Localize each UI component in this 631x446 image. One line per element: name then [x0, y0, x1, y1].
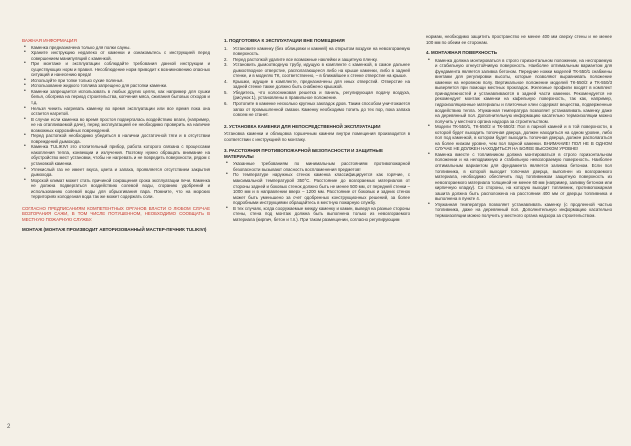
list-item: 5. Убедитесь, что колосниковая решетка и панель, регулирующая подачу воздуха, (рисунок 1), установлены в правильное положение.	[233, 90, 410, 101]
list-item: • Каменка предназначена только для полки сауны.	[31, 45, 210, 51]
section-3-heading: 3. РАССТОЯНИЯ ПРОТИВОПОЖАРНОЙ БЕЗОПАСНОСТИ И ЗАЩИТНЫЕ МАТЕРИАЛЫ	[224, 148, 383, 159]
section-4-list	[426, 58, 612, 219]
list-item: • Используйте при топке только сухие поленья.	[31, 78, 210, 84]
list-item: • Углекислый газ не имеет вкуса, цвета и запаха, проявляется отсутствием закрытия дымохода.	[31, 167, 210, 178]
section-2-heading: 2. УСТАНОВКА КАМЕНКИ ДЛЯ НЕПОСРЕДСТВЕННОЙ ЭКСПЛУАТАЦИИ	[224, 123, 381, 129]
list-item: • При монтаже и эксплуатации соблюдайте требования данной инструкции и существующих норм и правил. Несоблюдение норм приводит к возникновению опасных ситуаций и нанесению вреда!	[31, 61, 210, 78]
list-item: • Каменки запрещается использовать в любых других целях, как например для сушки белья, обогрева на период строительства, копчения мяса, сжигания бытовых отходов и т.д.	[31, 89, 210, 106]
column-right	[426, 34, 612, 219]
section-4-heading: 4. МОНТАЖНАЯ ПОВЕРХНОСТЬ	[426, 50, 497, 56]
section-3-list	[224, 161, 410, 222]
list-item: • Перед растопкой необходимо убедиться в наличии достаточной тяги и в отсутствии повреждений дымохода.	[31, 133, 210, 144]
list-item: • В тех случаях, когда сооружаемые между каменку и камин, выведя на разные стороны стены, стена под монтаж должна быть выполнена только из невозгораемого материала (кирпич, бетон и т.п.). При таком размещении, согласно регулирующим	[233, 206, 410, 223]
important-info-heading: ВАЖНАЯ ИНФОРМАЦИЯ	[22, 38, 77, 43]
list-item: 2. Перед растопкой удалите все возможные наклейки и защитную пленку.	[233, 57, 410, 63]
section-1-heading: 1. ПОДГОТОВКА К ЭКСПЛУАТАЦИИ ВНЕ ПОМЕЩЕНИЯ	[224, 38, 345, 43]
list-item: • Каменка TULIKIVI это отопительный прибор, работа которого связана с процессами накопления тепла, конвекции и излучения. Поэтому нужно обращать внимание на обустройство мест установки, чтобы не нагревать и не повредить поверхности, рядом с установкой каменки.	[31, 144, 210, 166]
list-item: • В случае если каменка во время простоя подвергалась воздействию влаги, (например, не на отапливаемой даче), перед эксплуатацией ее необходимо проверить на наличие возможных коррозийных повреждений.	[31, 117, 210, 134]
list-item: • Указанные требованиям по минимальным расстояниям противопожарной безопасности вызывают опасность воспламенения предметов!	[233, 161, 410, 172]
list-item: • Использование жидкого топлива запрещено для растопки каменки.	[31, 83, 210, 89]
list-item: • По температуре наружных стенок каменка классифицируется как горячие, с максимальной температурой 350°С. Расстояние до возгораемых материалов от стороны задней и боковых стенок должно быть не менее 500 мм, от передней стенки – 1000 мм и в направлении вверх – 1200 мм. Расстояние от боковых и задних стенок может быть уменьшено за счет одобренных конструкционных решений, за более подробными инструкциями обращайтесь в местную пожарную службу.	[233, 172, 410, 205]
list-item: • Модели ТК-550/1, ТК-550/2 и ТК-550/3: Пол в парной камней и в той поверхности, в которой будет выходить топочная дверца, должен находиться на одном уровне, либо пол под каменкой, в котором будет выходить топочная дверца, должен располагаться на более низком уровне, чем пол парной каменки. ВНИМАНИЕ! ПОЛ НЕ В ОДНОМ СЛУЧАЕ НЕ ДОЛЖЕН НАХОДИТЬСЯ НА БОЛЕЕ ВЫСОКОМ УРОВНЕ!	[435, 124, 612, 152]
list-item: • Каменка должна монтироваться в строго горизонтальном положении, на несгораемую и стабильную огнеустойчивую поверхность. Наиболее оптимальным вариантом для фундамента является заливка бетоном. Передние ножки моделей ТК-550/1 снабжены винтами для регулировки высоты, которые позволяют выравнивать положение каменки на неровном полу. Вертикальное положение моделей ТК-550/2 и ТК-550/3 выверяется при помощи местных прокладок. Железные профили входят в комплект принадлежностей и устанавливаются в задней части каменки. Рекомендуется не рекомендует монтаж каменки на кафельную поверхность, так как, например, гидроизоляционные материалы и плиточные клеи содержат вещества, подверженные воздействию тепла. Упужанная температура позволяет устанавливать каменку даже на деревянный пол. Дополнительную информацию касательно термоизоляции можно получить у местного органа надзора за строительством.	[435, 58, 612, 125]
list-item: • Нельзя чинить нагревать каменку во время эксплуатации или все время пока она остается нагретой.	[31, 106, 210, 117]
page-number: 2	[7, 424, 11, 430]
installation-heading: МОНТАЖ (МОНТАЖ ПРОИЗВОДИТ АВТОРИЗОВАННЫЙ МАСТЕР-ПЕЧНИК TULIKIVI)	[22, 226, 207, 232]
list-item: • Морской климат может стать причиной сокращения срока эксплуатации печи. Каменка не должна подвергаться воздействию солевой воды, сгоранию удобрений и использованию солевой воды для обрызгивания пара. Помните, что на морских территориях колодезная вода так же может содержать соли.	[31, 178, 210, 200]
list-item: • Каменка вместе с топливником должна монтироваться в строго горизонтальном положении и на неподвижную и стабильную невозгораемую поверхность. Наиболее оптимальным вариантом для фундамента является заливка бетоном. Если пол топливника, в которой выходит топочная дверца, выполнен из возгораемого материала, необходимо обеспечить под топливником защитную поверхность из невозгораемого материала толщиной не менее 60 мм (например, заливку бетоном или кирпичную кладку). Со стороны, на которую выходит топливник, противопожарная зашита должна быть расположена на расстоянии 400 мм от дверцы топливника и выполнена в пункте 4.	[435, 152, 612, 202]
fire-service-notice: СОГЛАСНО ПРЕДПИСАНИЯМ КОМПЕТЕНТНЫХ ОРГАНОВ ВЛАСТИ О ЛЮБОМ СЛУЧАЕ ВОЗГОРАНИЯ САЖИ, В ТОМ ЧИСЛЕ ПОТУШЕННОМ, НЕОБХОДИМО СООБЩАТЬ В МЕСТНУЮ ПОЖАРНУЮ СЛУЖБУ.	[22, 205, 210, 222]
continued-text: нормам, необходимо защитить пространство не менее 400 мм сверху стены и не менее 100 мм по обеим ее сторонам.	[426, 34, 612, 45]
section-1-steps	[224, 46, 410, 118]
list-item: 4. Крышки, идущие в комплекте, предназначены для иных отверстий. Отверстие на задней стенке также должно быть снабжено крышкой.	[233, 79, 410, 90]
column-left	[22, 38, 210, 234]
important-info-list	[22, 45, 210, 200]
list-item: 6. Протопите в каменке несколько крупных закладок дров. Таким способом уничтожается запах от промышленной смазки. Каменку необходимо топить до тех пор, пока запаха совсем не станет.	[233, 101, 410, 118]
list-item: 1. Установите каменку (без облицовки и камней) на открытом воздухе на невозгораемую поверхность.	[233, 46, 410, 57]
list-item: 3. Установить дымоотводную трубу, идущую в комплекте с каменкой, в самое дальнее дымоотводное отверстие, располагающееся либо на крыше каменки, либо в задней стенке, и в моделях ТК, соответственно, – в ближайшее к стенке отверстие на крыше.	[233, 62, 410, 79]
section-2-text: Установка каменки и облицовка горшечным камнем внутри помещения производится в соответствии с инструкцией по монтажу.	[224, 131, 410, 142]
list-item: • Храните инструкцию недалеко от каменки и ознакомьтесь с инструкцией перед совершением манипуляций с каменкой.	[31, 50, 210, 61]
column-middle	[224, 38, 410, 222]
list-item: • Упужанная температура позволяет устанавливать каменку (с продленной частью топливника, даже на деревянный пол. Дополнительную информацию касательно термоизоляции можно получить у местного органа надзора за строительством.	[435, 202, 612, 219]
